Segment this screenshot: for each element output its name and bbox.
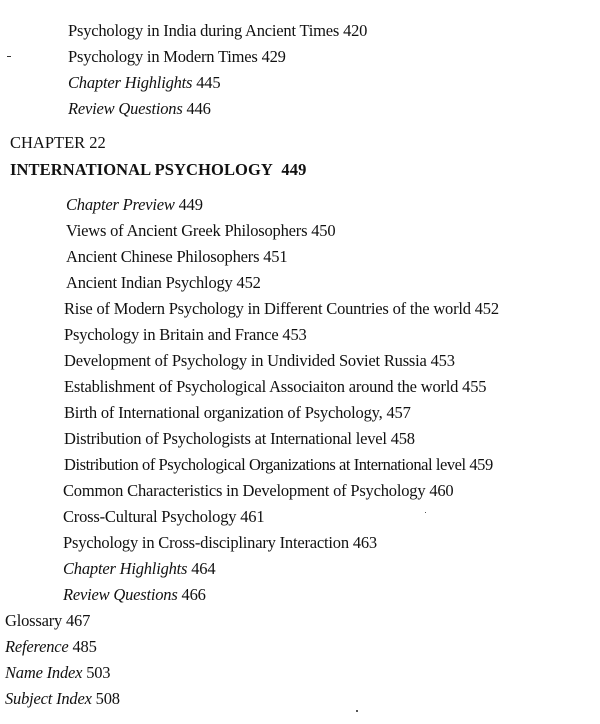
toc-entry [66,273,261,293]
toc-entry [64,455,493,475]
entry-title: Cross-Cultural Psychology [63,507,237,526]
entry-title: Establishment of Psychological Associaiton around the world [64,377,459,396]
entry-page: 452 [236,273,261,292]
entry-page: 455 [462,377,487,396]
toc-backmatter-glossary [5,611,90,631]
entry-page: 420 [343,21,368,40]
toc-entry [64,403,411,423]
toc-entry [66,247,287,267]
entry-page: 453 [430,351,455,370]
entry-page: 449 [178,195,203,214]
entry-page: 458 [390,429,415,448]
chapter-page: 449 [281,160,307,179]
toc-entry [64,325,307,345]
toc-entry-preview [66,195,203,215]
toc-entry-review [68,99,211,119]
scan-mark [7,56,11,57]
entry-title: Distribution of Psychological Organizations at International level [64,455,466,474]
toc-entry [68,47,286,67]
entry-page: 446 [186,99,211,118]
toc-entry [64,377,486,397]
entry-page: 457 [386,403,411,422]
entry-page: 463 [352,533,377,552]
toc-entry [63,507,264,527]
toc-entry [64,429,415,449]
entry-page: 485 [72,637,97,656]
entry-page: 503 [86,663,111,682]
entry-page: 459 [469,455,493,474]
scan-speck [425,512,426,513]
entry-page: 460 [429,481,454,500]
toc-entry-review [63,585,206,605]
entry-title: Psychology in Modern Times [68,47,258,66]
entry-title: Ancient Chinese Philosophers [66,247,260,266]
chapter-title-text: INTERNATIONAL PSYCHOLOGY [10,160,273,179]
toc-entry [66,221,335,241]
chapter-title [10,160,306,180]
entry-title: Birth of International organization of Psychology, [64,403,383,422]
entry-title: Review Questions [63,585,178,604]
entry-title: Common Characteristics in Development of Psychology [63,481,426,500]
toc-entry [63,533,377,553]
entry-page: 453 [282,325,307,344]
entry-title: Rise of Modern Psychology in Different Countries of the world [64,299,471,318]
entry-page: 467 [66,611,91,630]
entry-title: Psychology in Britain and France [64,325,279,344]
chapter-label: CHAPTER 22 [10,133,106,152]
entry-title: Psychology in India during Ancient Times [68,21,340,40]
entry-page: 464 [191,559,216,578]
entry-page: 445 [196,73,221,92]
entry-title: Review Questions [68,99,183,118]
toc-entry [64,351,455,371]
toc-entry [64,299,499,319]
entry-title: Reference [5,637,69,656]
entry-title: Glossary [5,611,63,630]
entry-page: 450 [311,221,336,240]
entry-page: 452 [474,299,499,318]
toc-backmatter-name-index [5,663,110,683]
entry-page: 466 [181,585,206,604]
entry-title: Subject Index [5,689,92,708]
entry-title: Chapter Highlights [63,559,188,578]
entry-title: Chapter Preview [66,195,175,214]
entry-page: 508 [95,689,120,708]
toc-entry [68,21,367,41]
entry-title: Development of Psychology in Undivided Soviet Russia [64,351,427,370]
entry-title: Psychology in Cross-disciplinary Interaction [63,533,349,552]
entry-title: Ancient Indian Psychlogy [66,273,233,292]
toc-backmatter-subject-index [5,689,120,709]
toc-entry-highlights [68,73,220,93]
toc-backmatter-reference [5,637,97,657]
entry-page: 461 [240,507,265,526]
entry-page: 429 [261,47,286,66]
scan-speck [356,710,358,712]
entry-title: Chapter Highlights [68,73,193,92]
entry-title: Views of Ancient Greek Philosophers [66,221,308,240]
entry-page: 451 [263,247,288,266]
toc-entry-highlights [63,559,215,579]
toc-entry [63,481,453,501]
entry-title: Name Index [5,663,83,682]
entry-title: Distribution of Psychologists at International level [64,429,387,448]
